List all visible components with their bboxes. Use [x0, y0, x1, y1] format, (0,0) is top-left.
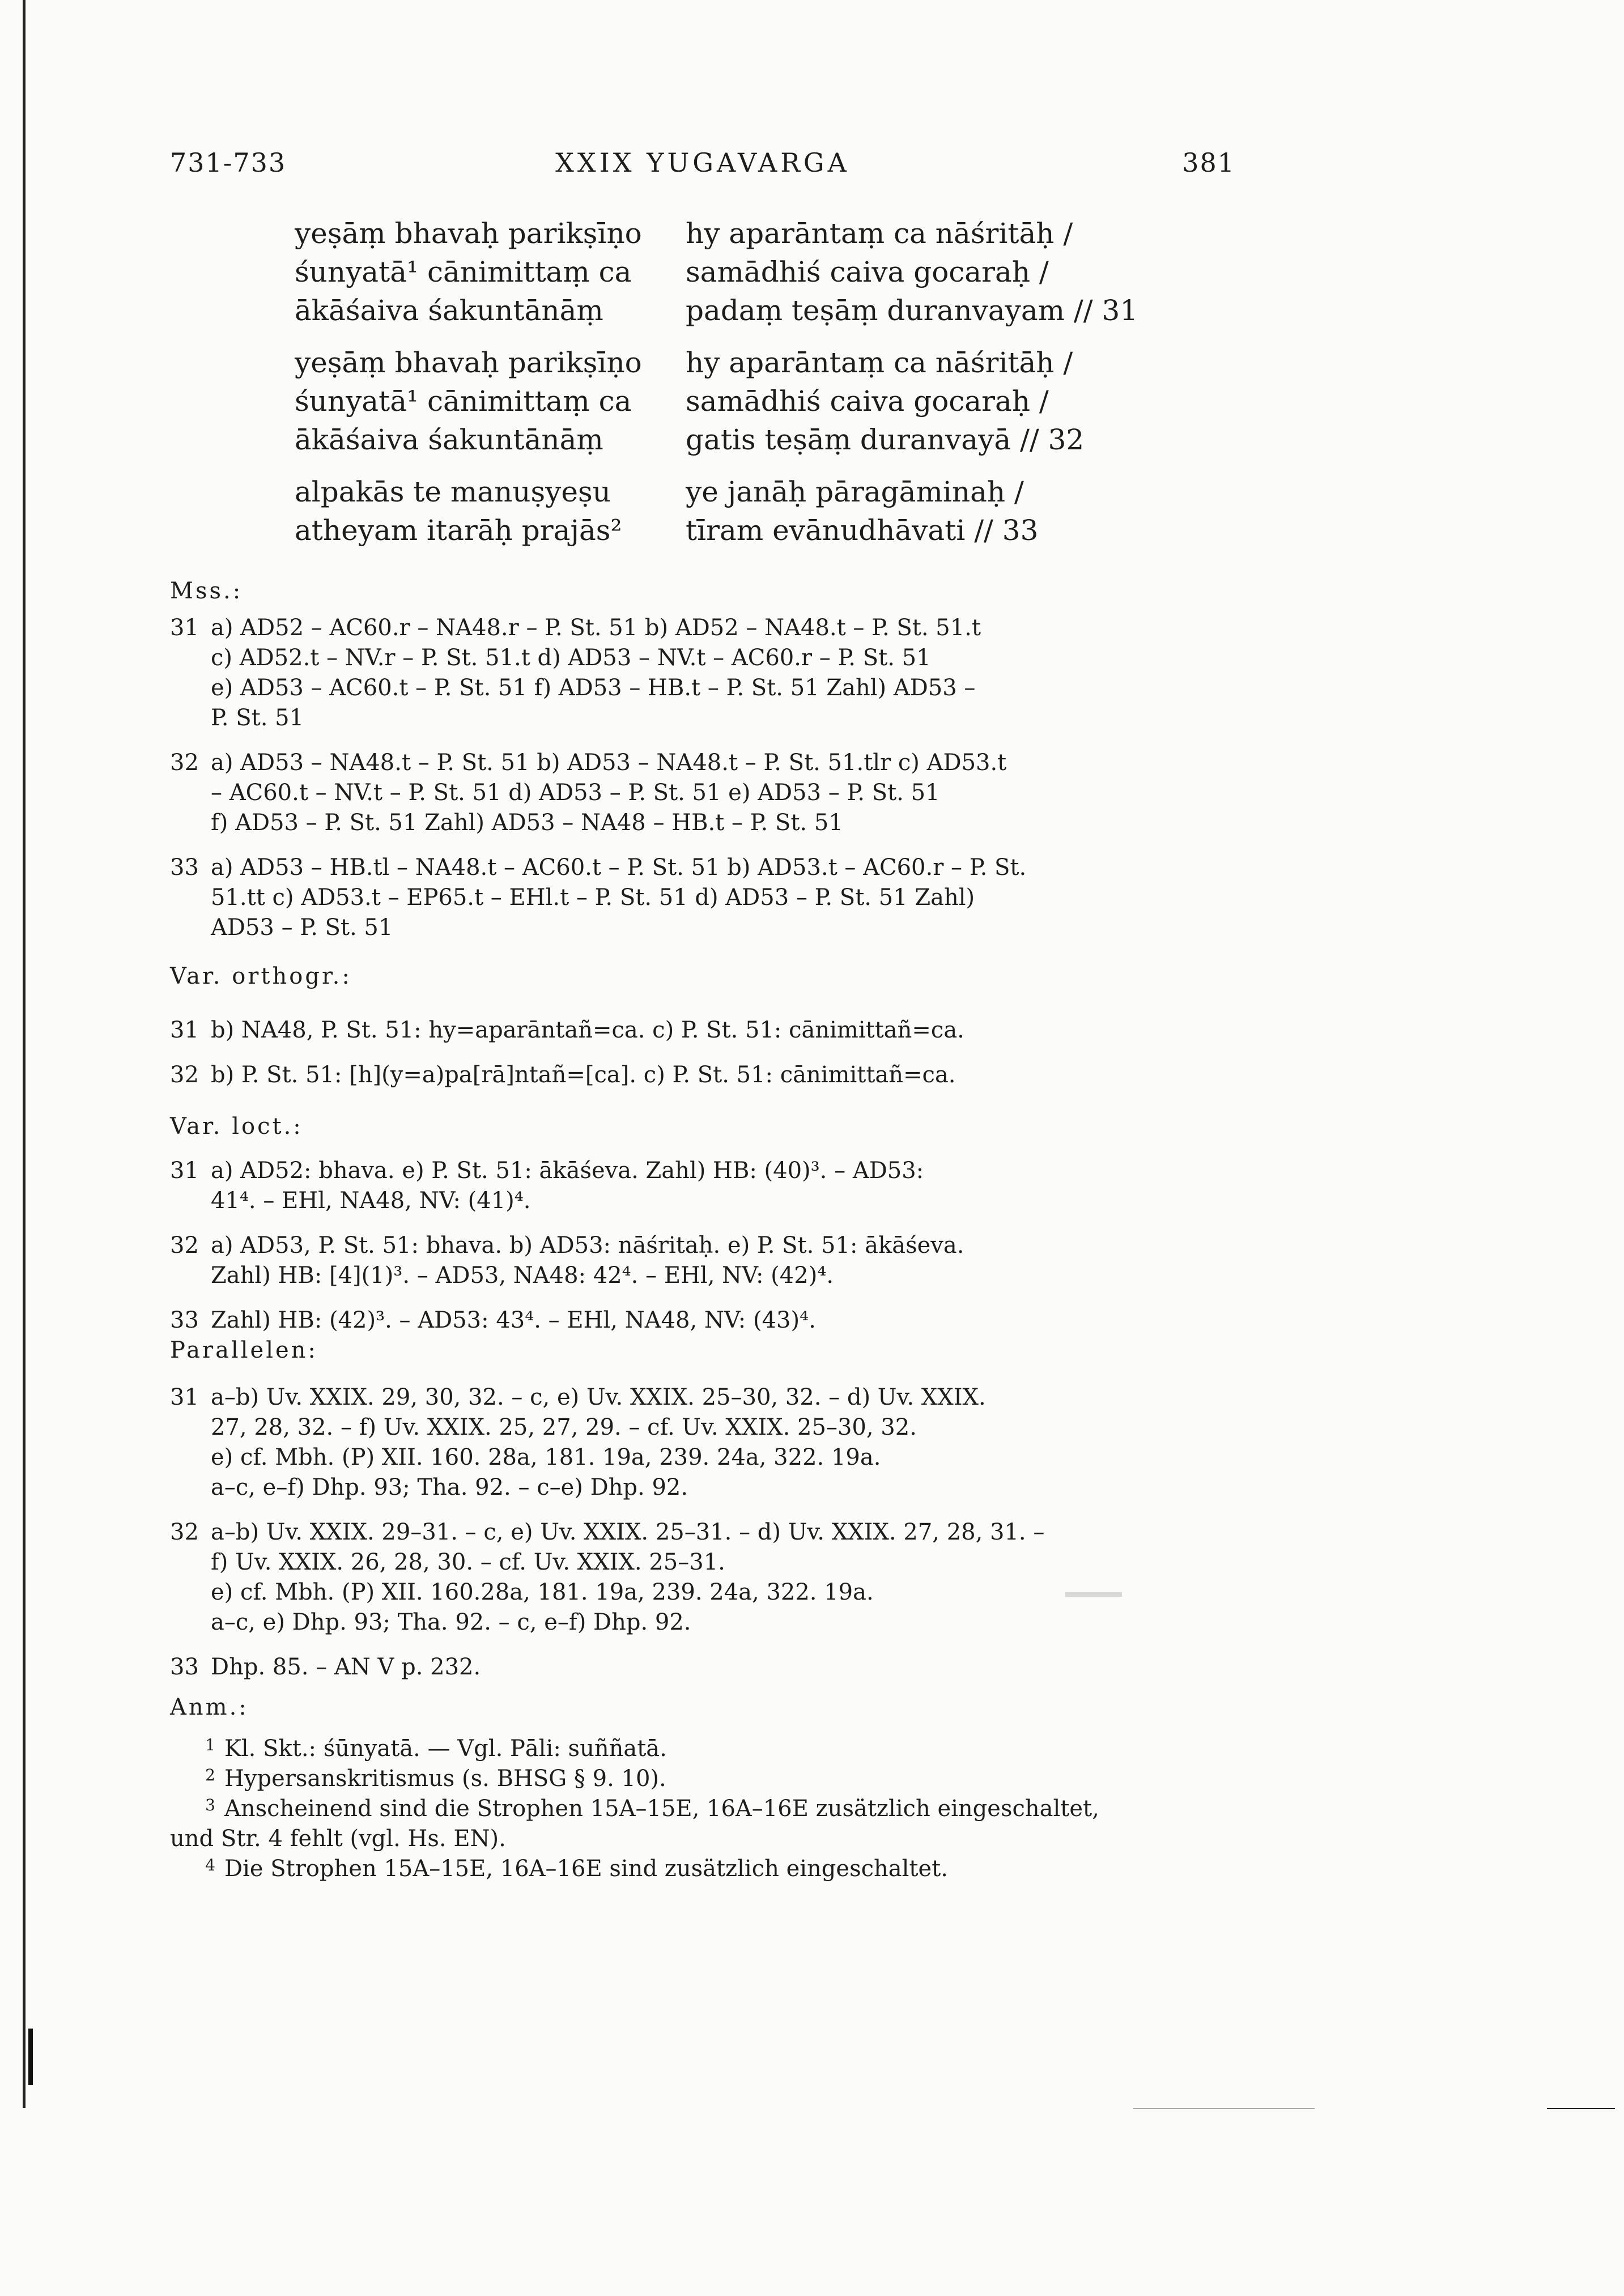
entry-text: a) AD52 – AC60.r – NA48.r – P. St. 51 b) AD52 – NA48.t – P. St. 51.t c) AD52.t – NV.r – P. St. 51.t d) AD53 – NV.t – AC60.r – P. St. 51 e) AD53 – AC60.t – P. St. 51 f) AD53 – HB.t – P. St. 51 Zahl) AD53 – P. St. 51 — [211, 615, 981, 731]
apparatus-entry — [170, 748, 1235, 838]
entry-text: a–b) Uv. XXIX. 29, 30, 32. – c, e) Uv. XXIX. 25–30, 32. – d) Uv. XXIX. 27, 28, 32. – f) Uv. XXIX. 25, 27, 29. – cf. Uv. XXIX. 25–30, 32. e) cf. Mbh. (P) XII. 160. 28a, 181. 19a, 239. 24a, 322. 19a. a–c, e–f) Dhp. 93; Tha. 92. – c–e) Dhp. 92. — [211, 1384, 986, 1500]
running-header — [170, 147, 1235, 187]
footnote — [170, 1794, 1235, 1824]
footnote-text: Die Strophen 15A–15E, 16A–16E sind zusätzlich eingeschaltet. — [224, 1856, 948, 1882]
footnote-text: Kl. Skt.: śūnyatā. — Vgl. Pāli: suññatā. — [224, 1736, 667, 1762]
footnote — [170, 1824, 1235, 1854]
footnote-marker: 4 — [205, 1856, 215, 1874]
apparatus-entry — [170, 613, 1235, 733]
binding-rule — [23, 0, 25, 2108]
apparatus-entry — [170, 1652, 1235, 1682]
footnote — [170, 1854, 1235, 1884]
verse-number: 32 — [170, 1519, 199, 1545]
verse-number: 32 — [170, 750, 199, 776]
verse-half-a: ākāśaiva śakuntānāṃ — [295, 423, 603, 456]
verse-line — [295, 291, 1145, 330]
entry-text: a) AD53, P. St. 51: bhava. b) AD53: nāśritaḥ. e) P. St. 51: ākāśeva. Zahl) HB: [4](1)³. – AD53, NA48: 42⁴. – EHl, NV: (42)⁴. — [211, 1232, 964, 1289]
var-loct-section — [170, 1156, 1235, 1350]
apparatus-entry — [170, 1306, 1235, 1336]
var-orthogr-label: Var. orthogr.: — [170, 963, 352, 989]
scan-line-dark — [1547, 2108, 1615, 2109]
verse-half-b: hy aparāntaṃ ca nāśritāḥ / — [686, 346, 1073, 379]
verse-line — [295, 511, 1145, 550]
verse-line — [295, 253, 1145, 291]
footnote-text: und Str. 4 fehlt (vgl. Hs. EN). — [170, 1826, 506, 1852]
var-orthogr-section — [170, 1015, 1235, 1105]
mss-label: Mss.: — [170, 578, 243, 604]
verse-number: 31 — [170, 1017, 199, 1043]
verse-number: 31 — [170, 1384, 199, 1410]
footnote-text: Anscheinend sind die Strophen 15A–15E, 16A–16E zusätzlich eingeschaltet, — [224, 1796, 1099, 1822]
binding-edge — [0, 0, 34, 2296]
verse-stanza — [295, 343, 1145, 459]
verse-number: 33 — [170, 1307, 199, 1333]
parallelen-section — [170, 1383, 1235, 1697]
verse-number: 33 — [170, 854, 199, 881]
var-loct-label: Var. loct.: — [170, 1113, 303, 1140]
verse-half-a: ākāśaiva śakuntānāṃ — [295, 294, 603, 327]
verse-half-a: yeṣāṃ bhavaḥ parikṣīṇo — [295, 346, 642, 379]
apparatus-entry — [170, 1156, 1235, 1216]
entry-text: Zahl) HB: (42)³. – AD53: 43⁴. – EHl, NA48, NV: (43)⁴. — [211, 1307, 816, 1333]
verse-stanza — [295, 214, 1145, 330]
footnote-text: Hypersanskritismus (s. BHSG § 9. 10). — [224, 1766, 666, 1792]
verse-line — [295, 343, 1145, 382]
verse-half-b: padaṃ teṣāṃ duranvayam // 31 — [686, 294, 1138, 327]
verse-half-b: samādhiś caiva gocaraḥ / — [686, 385, 1049, 418]
apparatus-entry — [170, 1231, 1235, 1291]
footnote — [170, 1764, 1235, 1794]
page-range: 731-733 — [170, 147, 287, 178]
entry-text: a) AD53 – NA48.t – P. St. 51 b) AD53 – NA48.t – P. St. 51.tlr c) AD53.t – AC60.t – NV.t – P. St. 51 d) AD53 – P. St. 51 e) AD53 – P. St. 51 f) AD53 – P. St. 51 Zahl) AD53 – NA48 – HB.t – P. St. 51 — [211, 750, 1007, 836]
verse-number: 32 — [170, 1232, 199, 1258]
verse-half-a: śunyatā¹ cānimittaṃ ca — [295, 256, 632, 288]
verse-half-a: yeṣāṃ bhavaḥ parikṣīṇo — [295, 217, 642, 250]
entry-text: b) P. St. 51: [h](y=a)pa[rā]ntañ=[ca]. c) P. St. 51: cānimittañ=ca. — [211, 1062, 956, 1088]
verse-half-b: ye janāḥ pāragāminaḥ / — [686, 475, 1024, 508]
entry-text: b) NA48, P. St. 51: hy=aparāntañ=ca. c) P. St. 51: cānimittañ=ca. — [211, 1017, 964, 1043]
apparatus-entry — [170, 1015, 1235, 1045]
verse-line — [295, 420, 1145, 459]
mss-section — [170, 613, 1235, 958]
verse-block — [295, 214, 1145, 563]
entry-text: a–b) Uv. XXIX. 29–31. – c, e) Uv. XXIX. 25–31. – d) Uv. XXIX. 27, 28, 31. – f) Uv. XXIX. 26, 28, 30. – cf. Uv. XXIX. 25–31. e) cf. Mbh. (P) XII. 160.28a, 181. 19a, 239. 24a, 322. 19a. a–c, e) Dhp. 93; Tha. 92. – c, e–f) Dhp. 92. — [211, 1519, 1045, 1635]
verse-number: 33 — [170, 1654, 199, 1680]
verse-line — [295, 473, 1145, 511]
footnote-marker: 3 — [205, 1796, 215, 1814]
verse-half-a: śunyatā¹ cānimittaṃ ca — [295, 385, 632, 418]
verse-half-b: samādhiś caiva gocaraḥ / — [686, 256, 1049, 288]
scan-line — [1133, 2108, 1315, 2109]
verse-number: 31 — [170, 1158, 199, 1184]
verse-number: 32 — [170, 1062, 199, 1088]
chapter-title: XXIX YUGAVARGA — [555, 147, 850, 178]
apparatus-entry — [170, 853, 1235, 943]
verse-half-b: gatis teṣāṃ duranvayā // 32 — [686, 423, 1085, 456]
footnote-marker: 1 — [205, 1736, 215, 1754]
entry-text: a) AD52: bhava. e) P. St. 51: ākāśeva. Zahl) HB: (40)³. – AD53: 41⁴. – EHl, NA48, NV: (41)⁴. — [211, 1158, 924, 1214]
parallelen-label: Parallelen: — [170, 1337, 318, 1363]
apparatus-entry — [170, 1517, 1235, 1638]
entry-text: Dhp. 85. – AN V p. 232. — [211, 1654, 481, 1680]
verse-half-a: atheyam itarāḥ prajās² — [295, 514, 622, 547]
footnote — [170, 1734, 1235, 1764]
verse-half-b: tīram evānudhāvati // 33 — [686, 514, 1039, 547]
footnote-marker: 2 — [205, 1766, 215, 1784]
verse-number: 31 — [170, 615, 199, 641]
page-number: 381 — [1182, 147, 1235, 178]
anm-section — [170, 1734, 1235, 1884]
apparatus-entry — [170, 1060, 1235, 1090]
verse-half-a: alpakās te manuṣyeṣu — [295, 475, 611, 508]
verse-stanza — [295, 473, 1145, 550]
anm-label: Anm.: — [170, 1694, 249, 1720]
apparatus-entry — [170, 1383, 1235, 1503]
verse-half-b: hy aparāntaṃ ca nāśritāḥ / — [686, 217, 1073, 250]
verse-line — [295, 382, 1145, 420]
entry-text: a) AD53 – HB.tl – NA48.t – AC60.t – P. St. 51 b) AD53.t – AC60.r – P. St. 51.tt c) AD53.t – EP65.t – EHl.t – P. St. 51 d) AD53 – P. St. 51 Zahl) AD53 – P. St. 51 — [211, 854, 1027, 941]
binding-mark — [28, 2029, 33, 2085]
verse-line — [295, 214, 1145, 253]
